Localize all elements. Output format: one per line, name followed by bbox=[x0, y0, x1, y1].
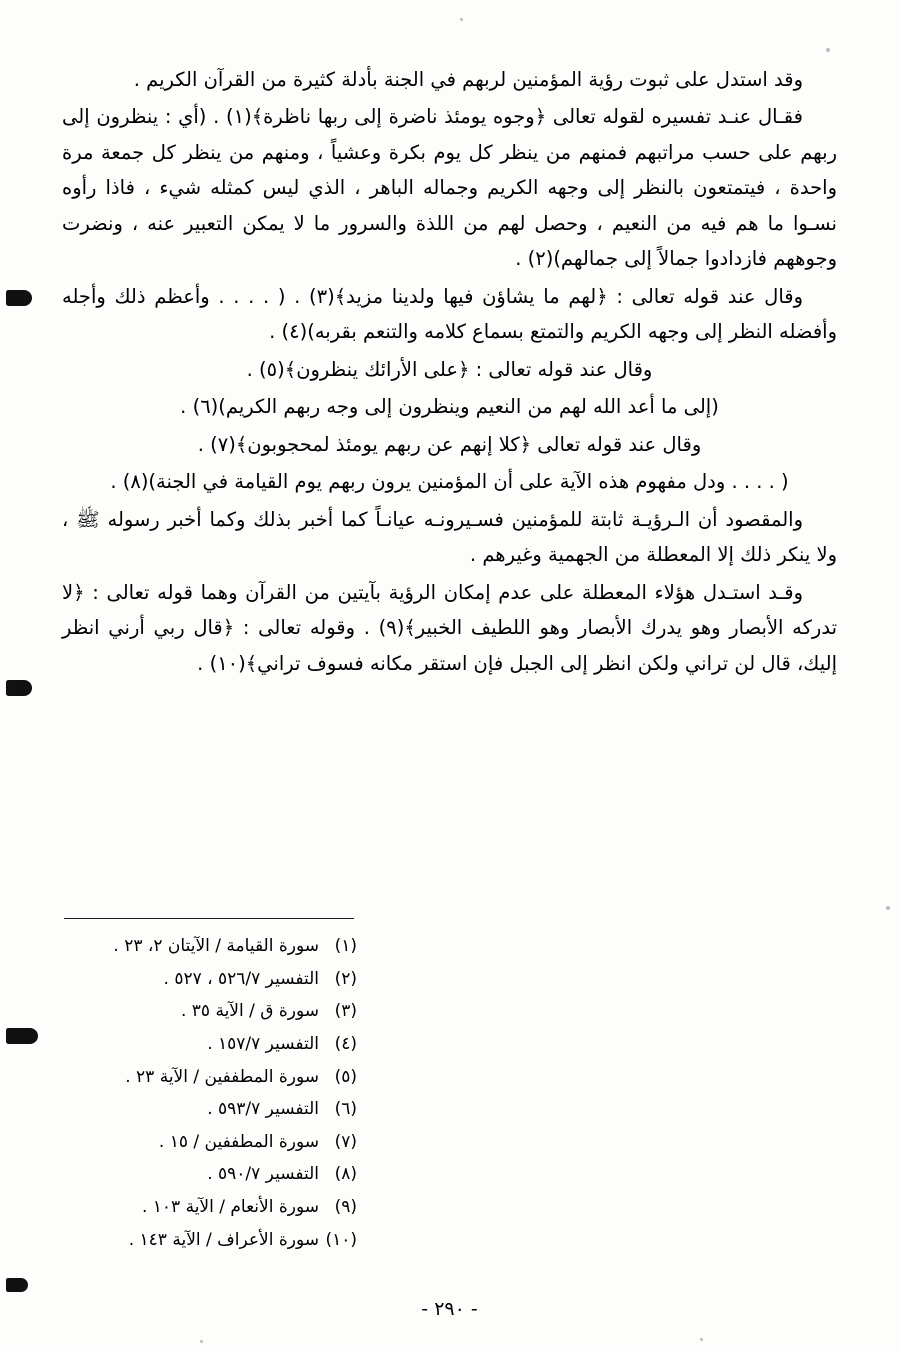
margin-ink-mark bbox=[6, 1028, 38, 1044]
margin-ink-mark bbox=[6, 290, 32, 306]
page-body bbox=[62, 62, 837, 683]
margin-ink-mark bbox=[6, 680, 32, 696]
scan-speck bbox=[886, 906, 890, 910]
paragraph-1: وقد استدل على ثبوت رؤية المؤمنين لربهم في الجنة بأدلة كثيرة من القرآن الكريم . bbox=[133, 68, 803, 91]
footnote-item bbox=[62, 1191, 837, 1224]
footnote-number: (٥) bbox=[334, 1066, 357, 1087]
margin-ink-mark bbox=[6, 1278, 28, 1292]
footnote-item bbox=[62, 1061, 837, 1094]
footnote-text: سورة ق / الآية ٣٥ . bbox=[180, 1001, 319, 1022]
footnote-item bbox=[62, 1158, 837, 1191]
footnote-item bbox=[62, 1093, 837, 1126]
paragraph-2: فقـال عنـد تفسيره لقوله تعالى ﴿وجوه يومئذ ناضرة إلى ربها ناظرة﴾(١) . (أي : ينظرون إلى ربهم على حسب مراتبهم فمنهم من ينظر كل يوم بكرة وعشياً ، ومنهم من ينظر كل جمعة مرة واحدة ، فيتمتعون بالنظر إلى وجهه الكريم وجماله الباهر ، الذي ليس كمثله شيء ، فاذا رأوه نسـوا ما هم فيه من النعيم ، وحصل لهم من اللذة والسرور ما لا يمكن التعبير عنه ، ونضرت وجوههم فازدادوا جمالاً إلى جمالهم)(٢) . bbox=[62, 105, 837, 271]
footnote-number: (٧) bbox=[334, 1131, 357, 1152]
footnote-number: (٣) bbox=[334, 1001, 357, 1022]
footnote-number: (٢) bbox=[334, 968, 357, 989]
footnote-number: (٨) bbox=[334, 1164, 357, 1185]
footnote-text: التفسير ٥٩٠/٧ . bbox=[207, 1164, 319, 1185]
paragraph-7: ( . . . . ودل مفهوم هذه الآية على أن المؤمنين يرون ربهم يوم القيامة في الجنة)(٨) . bbox=[110, 470, 789, 494]
footnote-item bbox=[62, 1028, 837, 1061]
footnote-item bbox=[62, 995, 837, 1028]
footnote-separator-rule bbox=[64, 918, 354, 919]
footnote-item bbox=[62, 1126, 837, 1159]
paragraph-9: وقـد استـدل هؤلاء المعطلة على عدم إمكان الرؤية بآيتين من القرآن وهما قوله تعالى : ﴿لا تدركه الأبصار وهو يدرك الأبصار وهو اللطيف الخبير﴾(٩) . وقوله تعالى : ﴿قال ربي أرني انظر إليك، قال لن تراني ولكن انظر إلى الجبل فإن استقر مكانه فسوف تراني﴾(١٠) . bbox=[62, 580, 837, 675]
paragraph-5: (إلى ما أعد الله لهم من النعيم وينظرون إلى وجه ربهم الكريم)(٦) . bbox=[180, 395, 719, 419]
footnote-text: سورة المطففين / الآية ٢٣ . bbox=[125, 1066, 319, 1087]
scan-speck bbox=[460, 18, 463, 21]
footnote-text: التفسير ٥٩٣/٧ . bbox=[207, 1099, 319, 1120]
footnote-item bbox=[62, 930, 837, 963]
footnote-text: سورة الأعراف / الآية ١٤٣ . bbox=[128, 1229, 319, 1250]
page-number: - ٢٩٠ - bbox=[421, 1298, 478, 1320]
footnote-item bbox=[62, 1224, 837, 1257]
footnote-number: (١٠) bbox=[325, 1229, 357, 1250]
footnote-text: التفسير ٥٢٦/٧ ، ٥٢٧ . bbox=[163, 968, 319, 989]
scan-speck bbox=[700, 1338, 703, 1341]
scan-speck bbox=[826, 48, 830, 52]
paragraph-3: وقال عند قوله تعالى : ﴿لهم ما يشاؤن فيها ولدينا مزيد﴾(٣) . ( . . . . وأعظم ذلك وأجله وأفضله النظر إلى وجهه الكريم والتمتع بسماع كلامه والتنعم بقربه)(٤) . bbox=[62, 284, 837, 344]
footnote-text: سورة القيامة / الآيتان ٢، ٢٣ . bbox=[113, 936, 319, 956]
footnote-number: (٩) bbox=[334, 1197, 357, 1217]
paragraph-6: وقال عند قوله تعالى ﴿كلا إنهم عن ربهم يومئذ لمحجوبون﴾(٧) . bbox=[197, 432, 702, 456]
paragraph-4: وقال عند قوله تعالى : ﴿على الأرائك ينظرون﴾(٥) . bbox=[246, 357, 653, 381]
paragraph-8: والمقصود أن الـرؤيـة ثابتة للمؤمنين فسـيرونـه عيانـاً كما أخبر بذلك وكما أخبر رسوله ﷺ ، ولا ينكر ذلك إلا المعطلة من الجهمية وغيرهم . bbox=[62, 507, 837, 567]
footnote-item bbox=[62, 963, 837, 996]
scan-speck bbox=[200, 1340, 203, 1343]
footnote-text: التفسير ١٥٧/٧ . bbox=[207, 1033, 319, 1054]
footnote-number: (٦) bbox=[334, 1099, 357, 1120]
footnote-number: (٤) bbox=[334, 1033, 357, 1054]
footnote-text: سورة الأنعام / الآية ١٠٣ . bbox=[141, 1197, 319, 1217]
footnote-number: (١) bbox=[334, 936, 357, 956]
footnote-list bbox=[62, 930, 837, 1256]
footnote-text: سورة المطففين / ١٥ . bbox=[158, 1131, 319, 1152]
